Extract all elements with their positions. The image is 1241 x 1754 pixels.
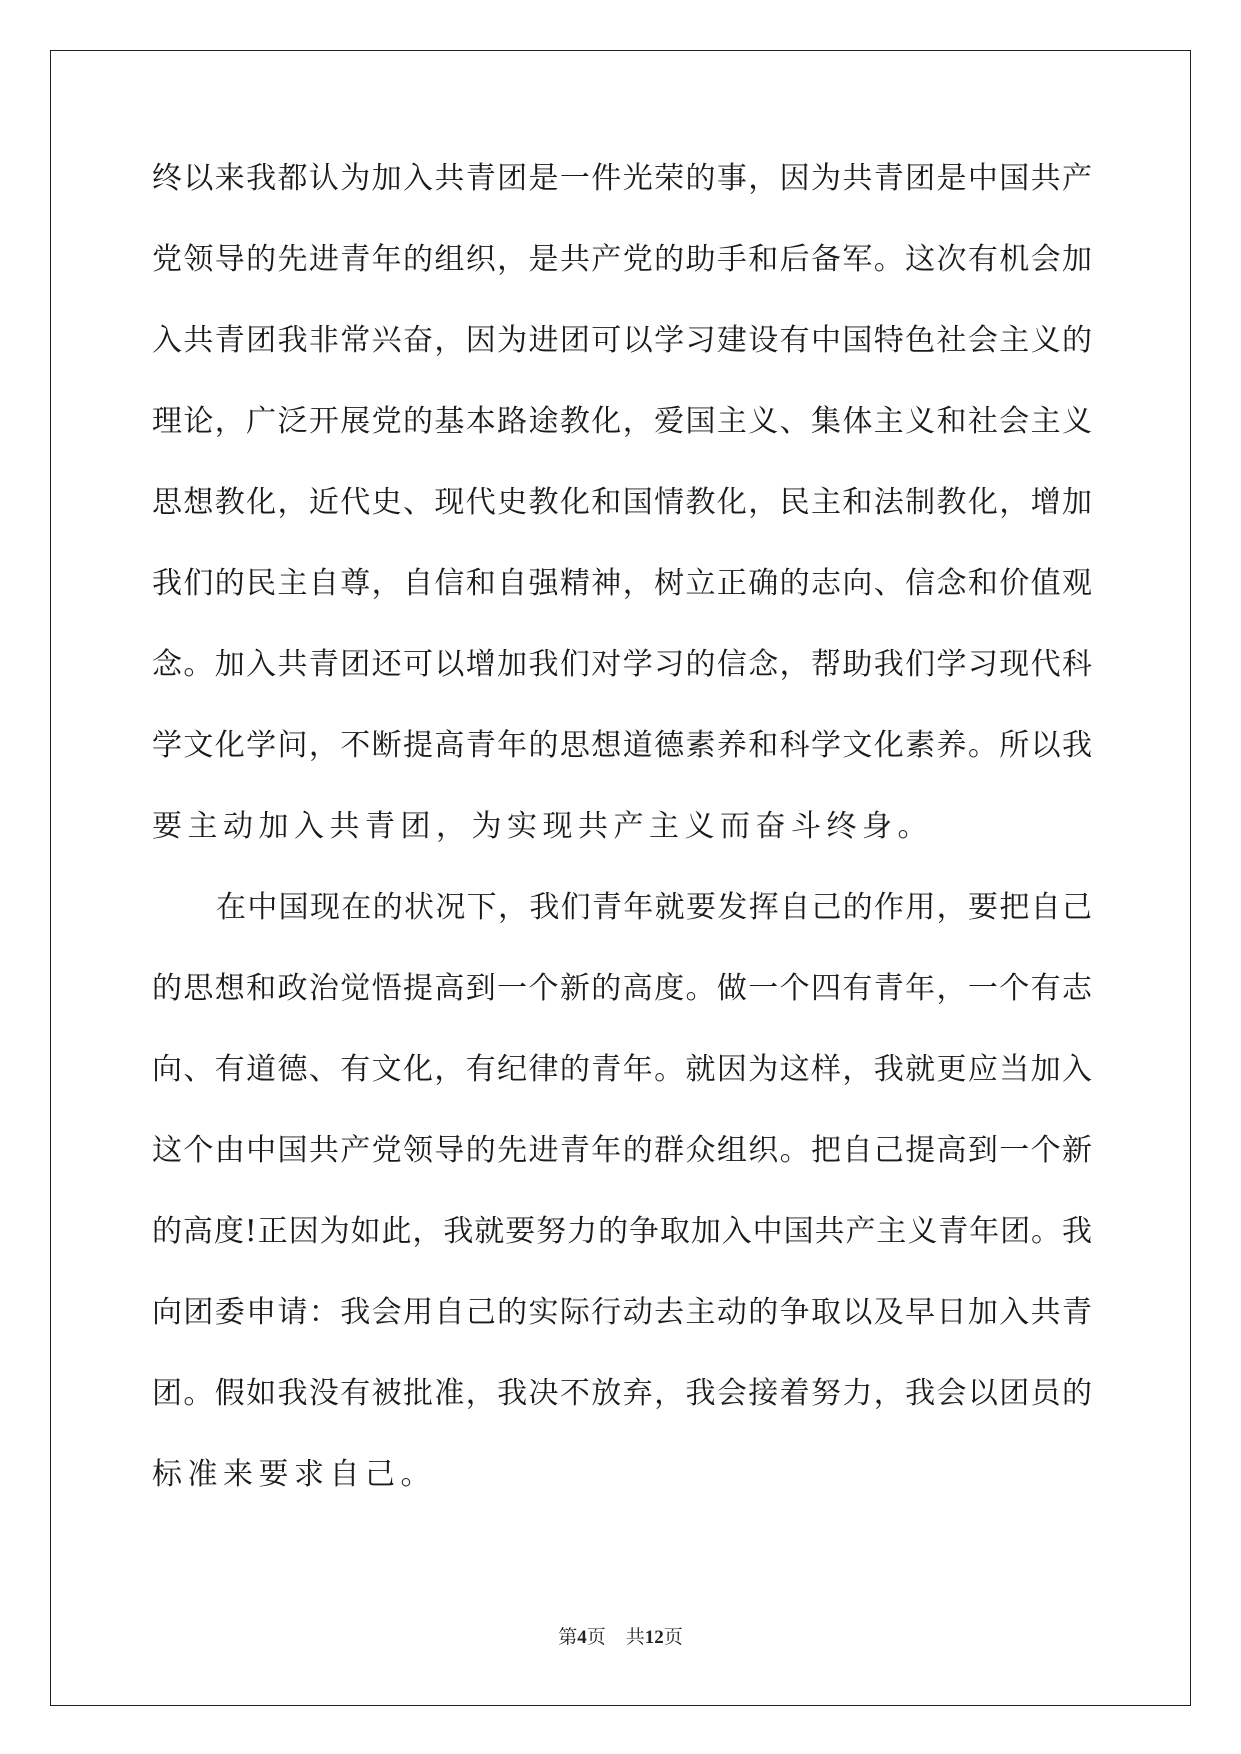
- document-body: [152, 158, 1092, 1535]
- text-line: 念。加入共青团还可以增加我们对学习的信念，帮助我们学习现代科: [152, 647, 1092, 682]
- text-line: 党领导的先进青年的组织，是共产党的助手和后备军。这次有机会加: [152, 242, 1092, 277]
- text-line: 的高度!正因为如此，我就要努力的争取加入中国共产主义青年团。我: [152, 1214, 1092, 1249]
- text-line: 的思想和政治觉悟提高到一个新的高度。做一个四有青年，一个有志: [152, 971, 1092, 1006]
- text-line: 我们的民主自尊，自信和自强精神，树立正确的志向、信念和价值观: [152, 566, 1092, 601]
- text-line: 这个由中国共产党领导的先进青年的群众组织。把自己提高到一个新: [152, 1133, 1092, 1168]
- text-line: 终以来我都认为加入共青团是一件光荣的事，因为共青团是中国共产: [152, 161, 1092, 196]
- page-prefix: 第: [558, 1627, 578, 1648]
- text-line: 要主动加入共青团，为实现共产主义而奋斗终身。: [152, 809, 933, 844]
- page-footer: [0, 1622, 1241, 1649]
- text-line: 向团委申请：我会用自己的实际行动去主动的争取以及早日加入共青: [152, 1295, 1092, 1330]
- text-line: 团。假如我没有被批准，我决不放弃，我会接着努力，我会以团员的: [152, 1376, 1092, 1411]
- page-number: 4: [577, 1627, 587, 1648]
- page-suffix: 页: [586, 1627, 606, 1648]
- total-pages: 12: [644, 1627, 664, 1648]
- text-line: 向、有道德、有文化，有纪律的青年。就因为这样，我就更应当加入: [152, 1052, 1092, 1087]
- text-line-paragraph-start: 在中国现在的状况下，我们青年就要发挥自己的作用，要把自己: [216, 890, 1092, 925]
- text-line: 理论，广泛开展党的基本路途教化，爱国主义、集体主义和社会主义: [152, 404, 1092, 439]
- total-suffix: 页: [663, 1627, 683, 1648]
- text-line: 标准来要求自己。: [152, 1457, 436, 1492]
- text-line: 入共青团我非常兴奋，因为进团可以学习建设有中国特色社会主义的: [152, 323, 1092, 358]
- text-line: 学文化学问，不断提高青年的思想道德素养和科学文化素养。所以我: [152, 728, 1092, 763]
- text-line: 思想教化，近代史、现代史教化和国情教化，民主和法制教化，增加: [152, 485, 1092, 520]
- total-prefix: 共: [625, 1627, 645, 1648]
